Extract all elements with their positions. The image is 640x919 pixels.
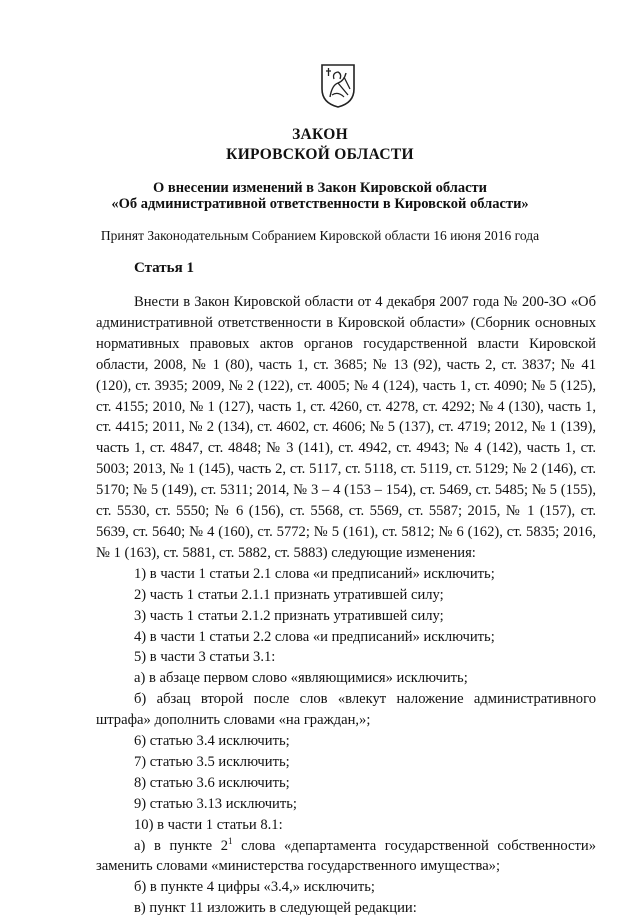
- list-item: 8) статью 3.6 исключить;: [134, 774, 290, 791]
- article-body: [96, 292, 596, 919]
- article-heading: Статья 1: [134, 260, 194, 276]
- item-a-prefix: а) в пункте 2: [134, 837, 229, 854]
- law-title: ЗАКОН: [292, 126, 348, 143]
- list-item: 10) в части 1 статьи 8.1:: [134, 816, 283, 833]
- law-subtitle-line1: О внесении изменений в Закон Кировской области: [152, 180, 488, 196]
- list-item: б) абзац второй после слов «влекут наложение административного штрафа» дополнить словами «на граждан,»;: [96, 691, 596, 729]
- article-intro: Внести в Закон Кировской области от 4 декабря 2007 года № 200-ЗО «Об административной ответственности в Кировской области» (Сборник основных нормативных правовых актов органов государственной власти Кировской области, 2008, № 1 (80), часть 1, ст. 3685; № 13 (92), часть 2, ст. 3837; № 41 (120), ст. 3935; 2009, № 2 (122), ст. 4005; № 4 (124), часть 1, ст. 4090; № 5 (125), ст. 4155; 2010, № 1 (127), часть 1, ст. 4260, ст. 4278, ст. 4292; № 4 (130), часть 1, ст. 4415; 2011, № 2 (134), ст. 4602, ст. 4606; № 5 (137), ст. 4719; 2012, № 1 (139), часть 1, ст. 4847, ст. 4848; № 3 (141), ст. 4942, ст. 4943; № 4 (142), часть 1, ст. 5003; 2013, № 1 (145), часть 2, ст. 5117, ст. 5118, ст. 5119, ст. 5129; № 2 (146), ст. 5170; № 5 (149), ст. 5311; 2014, № 3 – 4 (153 – 154), ст. 5469, ст. 5485; № 5 (155), ст. 5530, ст. 5550; № 6 (156), ст. 5568, ст. 5569, ст. 5587; 2015, № 1 (157), ст. 5639, ст. 5640; № 4 (160), ст. 5772; № 5 (161), ст. 5812; № 6 (162), ст. 5835; 2016, № 1 (163), ст. 5881, ст. 5882, ст. 5883) следующие изменения:: [96, 294, 596, 561]
- list-item: 1) в части 1 статьи 2.1 слова «и предписаний» исключить;: [134, 565, 495, 582]
- list-item-c: в) пункт 11 изложить в следующей редакции:: [134, 900, 417, 917]
- list-item-a: [96, 836, 596, 878]
- list-item: 4) в части 1 статьи 2.2 слова «и предписаний» исключить;: [134, 628, 495, 645]
- list-item: 3) часть 1 статьи 2.1.2 признать утратившей силу;: [134, 607, 444, 624]
- item-a-rest: слова «департамента государственной собственности» заменить словами «министерства государственного имущества»;: [96, 837, 596, 875]
- law-region: КИРОВСКОЙ ОБЛАСТИ: [226, 146, 414, 163]
- item-a-superscript: 1: [228, 835, 233, 846]
- adoption-note: Принят Законодательным Собранием Кировской области 16 июня 2016 года: [100, 228, 540, 243]
- list-item-b: б) в пункте 4 цифры «3.4,» исключить;: [134, 879, 375, 896]
- list-item: а) в абзаце первом слово «являющимися» исключить;: [134, 670, 468, 687]
- list-item: 2) часть 1 статьи 2.1.1 признать утратившей силу;: [134, 586, 444, 603]
- list-item: 5) в части 3 статьи 3.1:: [134, 649, 276, 666]
- list-item: 7) статью 3.5 исключить;: [134, 753, 290, 770]
- list-item: 6) статью 3.4 исключить;: [134, 733, 290, 750]
- list-item: 9) статью 3.13 исключить;: [134, 795, 297, 812]
- law-subtitle-line2: «Об административной ответственности в Кировской области»: [111, 196, 529, 212]
- coat-of-arms-icon: [320, 63, 356, 109]
